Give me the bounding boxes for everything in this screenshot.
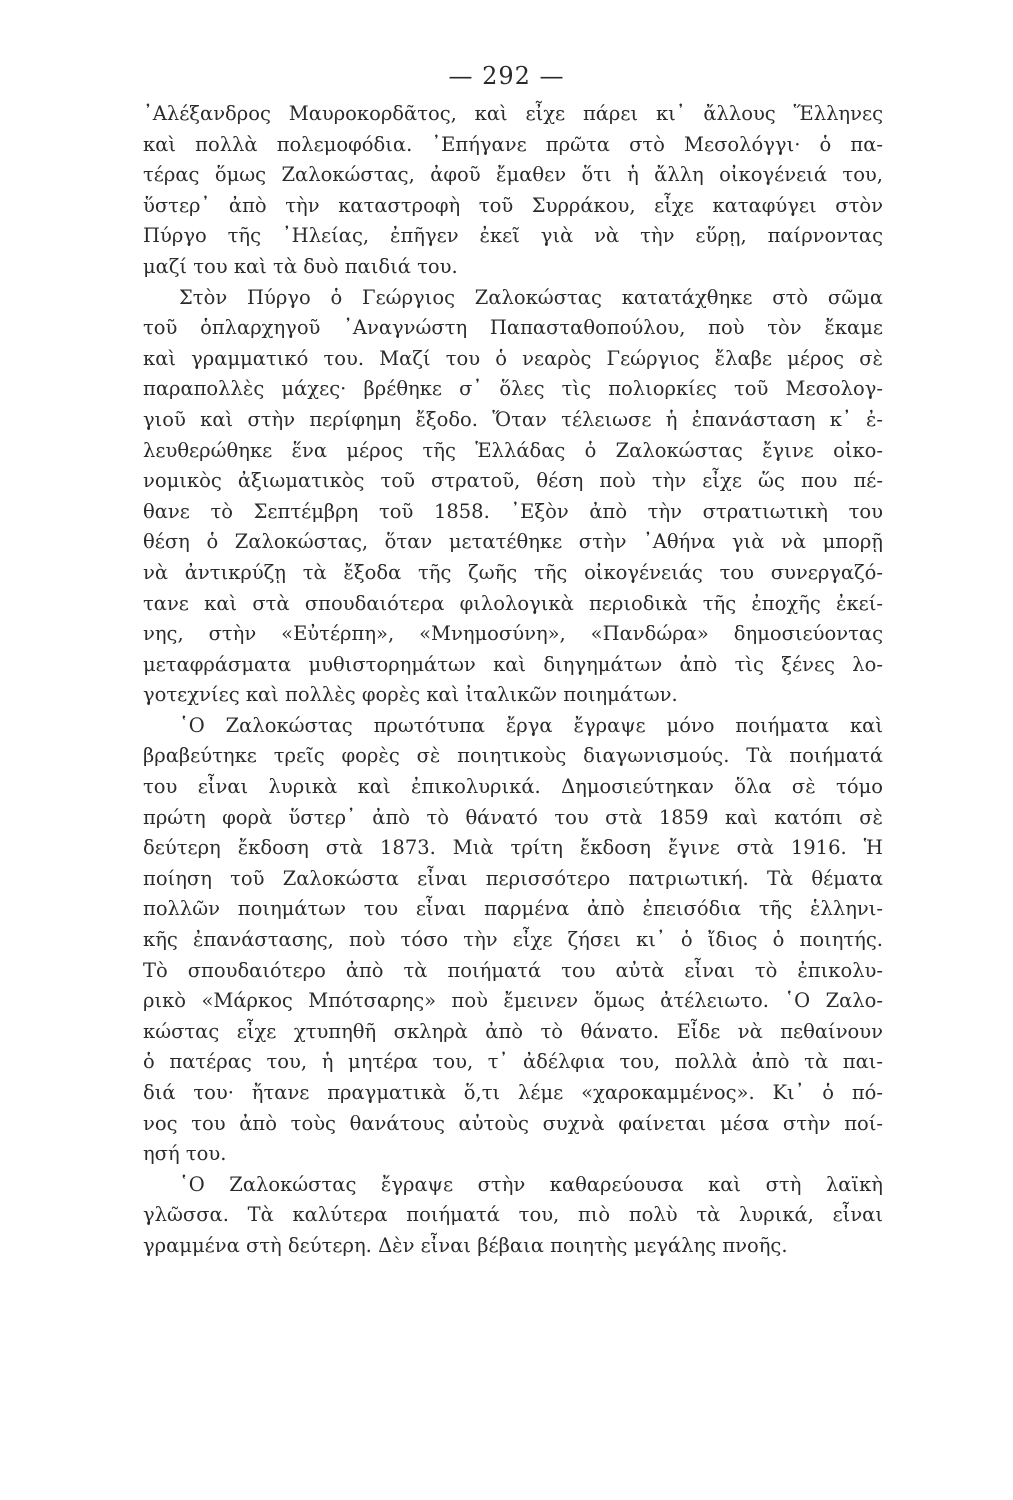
paragraph-3 <box>143 711 883 1170</box>
text-line: τανε καὶ στὰ σπουδαιότερα φιλολογικὰ περιοδικὰ τῆς ἐποχῆς ἐκεί- <box>143 591 883 615</box>
text-line: τέρας ὅμως Ζαλοκώστας, ἀφοῦ ἔμαθεν ὅτι ἡ ἄλλη οἰκογένειά του, <box>143 163 883 187</box>
text-line: βραβεύτηκε τρεῖς φορὲς σὲ ποιητικοὺς διαγωνισμούς. Τὰ ποιήματά <box>143 744 883 768</box>
text-line: ᾿Αλέξανδρος Μαυροκορδᾶτος, καὶ εἶχε πάρει κι᾿ ἄλλους Ἕλληνες <box>143 102 883 125</box>
text-line: γιοῦ καὶ στὴν περίφημη ἔξοδο. Ὅταν τέλειωσε ἡ ἐπανάσταση κ᾿ ἐ- <box>143 407 883 431</box>
text-line: Στὸν Πύργο ὁ Γεώργιος Ζαλοκώστας κατατάχθηκε στὸ σῶμα <box>179 285 883 309</box>
text-line: πρώτη φορὰ ὕστερ᾿ ἀπὸ τὸ θάνατό του στὰ 1859 καὶ κατόπι σὲ <box>143 805 883 829</box>
text-line: γραμμένα στὴ δεύτερη. Δὲν εἶναι βέβαια ποιητὴς μεγάλης πνοῆς. <box>143 1233 788 1257</box>
text-line: Πύργο τῆς ᾿Ηλείας, ἐπῆγεν ἐκεῖ γιὰ νὰ τὴν εὕρῃ, παίρνοντας <box>143 224 883 248</box>
text-line: ὕστερ᾿ ἀπὸ τὴν καταστροφὴ τοῦ Συρράκου, εἶχε καταφύγει στὸν <box>143 193 883 217</box>
text-line: ῾Ο Ζαλοκώστας πρωτότυπα ἔργα ἔγραψε μόνο ποιήματα καὶ <box>179 713 883 737</box>
text-line: νος του ἀπὸ τοὺς θανάτους αὐτοὺς συχνὰ φαίνεται μέσα στὴν ποί- <box>143 1111 883 1135</box>
text-line: νὰ ἀντικρύζῃ τὰ ἔξοδα τῆς ζωῆς τῆς οἰκογένειάς του συνεργαζό- <box>143 560 883 584</box>
text-line: θανε τὸ Σεπτέμβρη τοῦ 1858. ᾿Εξὸν ἀπὸ τὴν στρατιωτικὴ του <box>143 499 883 523</box>
text-line: μαζί του καὶ τὰ δυὸ παιδιά του. <box>143 254 458 278</box>
text-line: κῆς ἐπανάστασης, ποὺ τόσο τὴν εἶχε ζήσει κι᾿ ὁ ἴδιος ὁ ποιητής. <box>143 928 883 952</box>
text-line: καὶ γραμματικό του. Μαζί του ὁ νεαρὸς Γεώργιος ἔλαβε μέρος σὲ <box>143 346 883 370</box>
text-line: λευθερώθηκε ἕνα μέρος τῆς Ἑλλάδας ὁ Ζαλοκώστας ἔγινε οἰκο- <box>143 438 883 462</box>
text-line: διά του· ἤτανε πραγματικὰ ὅ,τι λέμε «χαροκαμμένος». Κι᾿ ὁ πό- <box>143 1081 883 1104</box>
text-line: γοτεχνίες καὶ πολλὲς φορὲς καὶ ἰταλικῶν ποιημάτων. <box>143 683 678 707</box>
text-line: Τὸ σπουδαιότερο ἀπὸ τὰ ποιήματά του αὐτὰ εἶναι τὸ ἐπικολυ- <box>143 958 883 982</box>
text-line: πολλῶν ποιημάτων του εἶναι παρμένα ἀπὸ ἐπεισόδια τῆς ἑλληνι- <box>143 897 883 921</box>
text-line: ησή του. <box>143 1142 227 1166</box>
paragraph-4 <box>143 1170 883 1262</box>
text-line: δεύτερη ἔκδοση στὰ 1873. Μιὰ τρίτη ἔκδοση ἔγινε στὰ 1916. Ἡ <box>143 836 883 860</box>
paragraph-2 <box>143 283 883 711</box>
text-line: θέση ὁ Ζαλοκώστας, ὅταν μετατέθηκε στὴν ᾿Αθήνα γιὰ νὰ μπορῇ <box>143 530 883 554</box>
text-line: του εἶναι λυρικὰ καὶ ἐπικολυρικά. Δημοσιεύτηκαν ὅλα σὲ τόμο <box>143 775 883 799</box>
text-line: ῾Ο Ζαλοκώστας ἔγραψε στὴν καθαρεύουσα καὶ στὴ λαϊκὴ <box>179 1172 883 1196</box>
text-line: καὶ πολλὰ πολεμοφόδια. ᾿Επήγανε πρῶτα στὸ Μεσολόγγι· ὁ πα- <box>143 132 883 156</box>
text-line: ὁ πατέρας του, ἡ μητέρα του, τ᾿ ἀδέλφια του, πολλὰ ἀπὸ τὰ παι- <box>143 1050 883 1074</box>
text-line: νομικὸς ἀξιωματικὸς τοῦ στρατοῦ, θέση ποὺ τὴν εἶχε ὥς που πέ- <box>143 469 883 493</box>
body-text <box>143 99 883 1262</box>
text-line: παραπολλὲς μάχες· βρέθηκε σ᾿ ὅλες τὶς πολιορκίες τοῦ Μεσολογ- <box>143 377 883 401</box>
paragraph-1 <box>143 99 883 283</box>
text-line: κώστας εἶχε χτυπηθῆ σκληρὰ ἀπὸ τὸ θάνατο. Εἶδε νὰ πεθαίνουν <box>143 1019 883 1043</box>
text-line: γλῶσσα. Τὰ καλύτερα ποιήματά του, πιὸ πολὺ τὰ λυρικά, εἶναι <box>143 1203 883 1227</box>
text-line: νης, στὴν «Εὐτέρπη», «Μνημοσύνη», «Πανδώρα» δημοσιεύοντας <box>143 622 883 646</box>
text-line: ποίηση τοῦ Ζαλοκώστα εἶναι περισσότερο πατριωτική. Τὰ θέματα <box>143 866 883 890</box>
page-number: — 292 — <box>448 62 565 90</box>
text-line: μεταφράσματα μυθιστορημάτων καὶ διηγημάτων ἀπὸ τὶς ξένες λο- <box>143 652 883 676</box>
text-line: ρικὸ «Μάρκος Μπότσαρης» ποὺ ἔμεινεν ὅμως ἀτέλειωτο. ῾Ο Ζαλο- <box>143 989 883 1013</box>
text-line: τοῦ ὁπλαρχηγοῦ ᾿Αναγνώστη Παπασταθοπούλου, ποὺ τὸν ἔκαμε <box>143 316 883 340</box>
